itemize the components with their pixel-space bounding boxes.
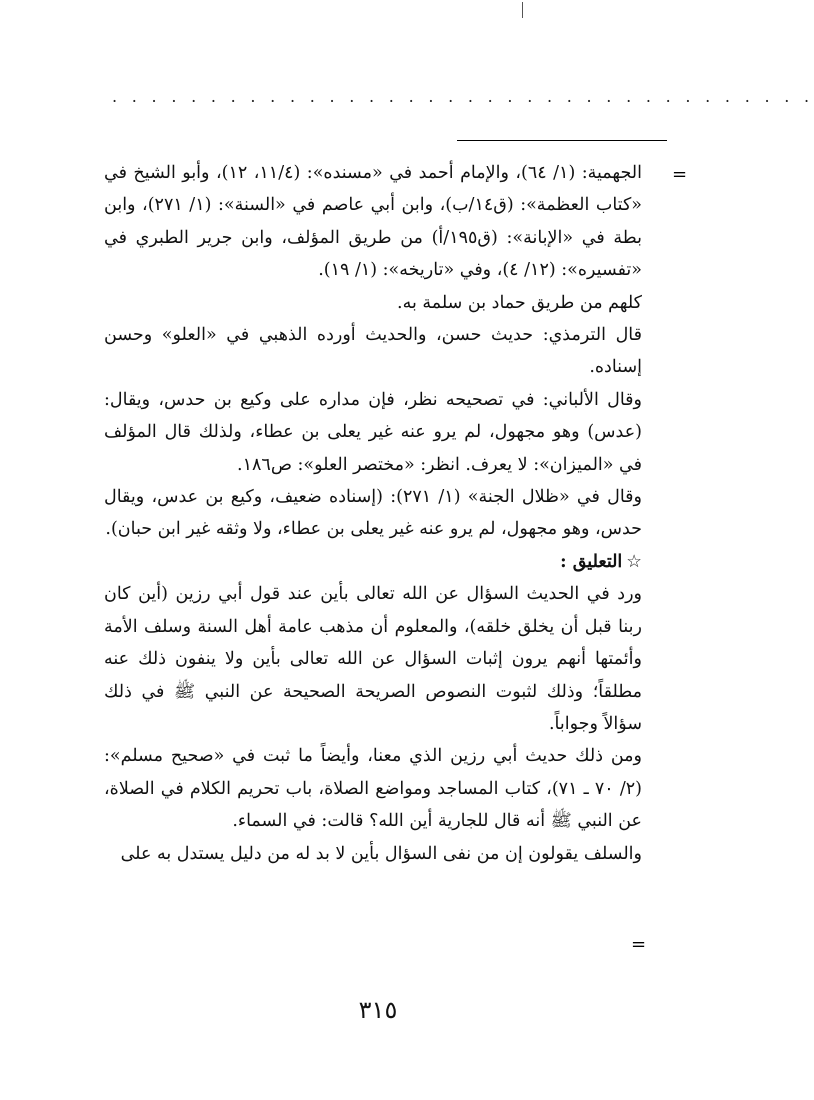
continuation-mark-bottom: =: [631, 934, 647, 955]
commentary-paragraph: والسلف يقولون إن من نفى السؤال بأين لا بد له من دليل يستدل به على: [120, 843, 642, 864]
scan-mark: [522, 2, 523, 18]
commentary-heading-label: التعليق :: [560, 551, 623, 572]
commentary-paragraph: ورد في الحديث السؤال عن الله تعالى بأين عند قول أبي رزين (أين كان ربنا قبل أن يخلق خلقه)، والمعلوم أن مذهب عامة أهل السنة وسلف الأمة وأئمتها أنهم يرون إثبات السؤال عن الله تعالى بأين ولا ينفون ذلك عنه مطلقاً؛ وذلك لثبوت النصوص الصريحة الصحيحة عن النبي ﷺ في ذلك سؤالاً وجواباً.: [104, 584, 642, 734]
footnote-separator: [457, 140, 667, 141]
star-icon: ☆: [626, 551, 642, 572]
commentary-paragraph: ومن ذلك حديث أبي رزين الذي معنا، وأيضاً ما ثبت في «صحيح مسلم»: (٢/ ٧٠ ـ ٧١)، كتاب المساجد ومواضع الصلاة، باب تحريم الكلام في الصلاة، عن النبي ﷺ أنه قال للجارية أين الله؟ قالت: في السماء.: [104, 746, 642, 832]
footnote-body: [104, 157, 642, 870]
footnote-paragraph: كلهم من طريق حماد بن سلمة به.: [397, 292, 642, 313]
commentary-heading: [104, 546, 642, 578]
footnote-paragraph: الجهمية: (١/ ٦٤)، والإمام أحمد في «مسنده»: (١١/٤، ١٢)، وأبو الشيخ في «كتاب العظمة»: (ق١٤/ب)، وابن أبي عاصم في «السنة»: (١/ ٢٧١)، وابن بطة في «الإبانة»: (ق١٩٥/أ) من طريق المؤلف، وابن جرير الطبري في «تفسيره»: (١٢/ ٤)، وفي «تاريخه»: (١/ ١٩).: [104, 163, 643, 281]
page-number: ٣١٥: [358, 996, 398, 1024]
footnote-paragraph: وقال الألباني: في تصحيحه نظر، فإن مداره على وكيع بن حدس، ويقال: (عدس) وهو مجهول، لم يرو عنه غير يعلى بن عطاء، ولذلك قال المؤلف في «الميزان»: لا يعرف. انظر: «مختصر العلو»: ص١٨٦.: [104, 389, 642, 475]
continuation-mark-top: =: [672, 164, 688, 185]
header-dot-leader: . . . . . . . . . . . . . . . . . . . . . . . . . . . . . . . . . . . .: [112, 87, 814, 106]
footnote-paragraph: وقال في «ظلال الجنة» (١/ ٢٧١): (إسناده ضعيف، وكيع بن عدس، ويقال حدس، وهو مجهول، لم يرو عنه غير يعلى بن عطاء، ولا وثقه غير ابن حبان).: [104, 487, 642, 540]
footnote-paragraph: قال الترمذي: حديث حسن، والحديث أورده الذهبي في «العلو» وحسن إسناده.: [104, 325, 642, 378]
